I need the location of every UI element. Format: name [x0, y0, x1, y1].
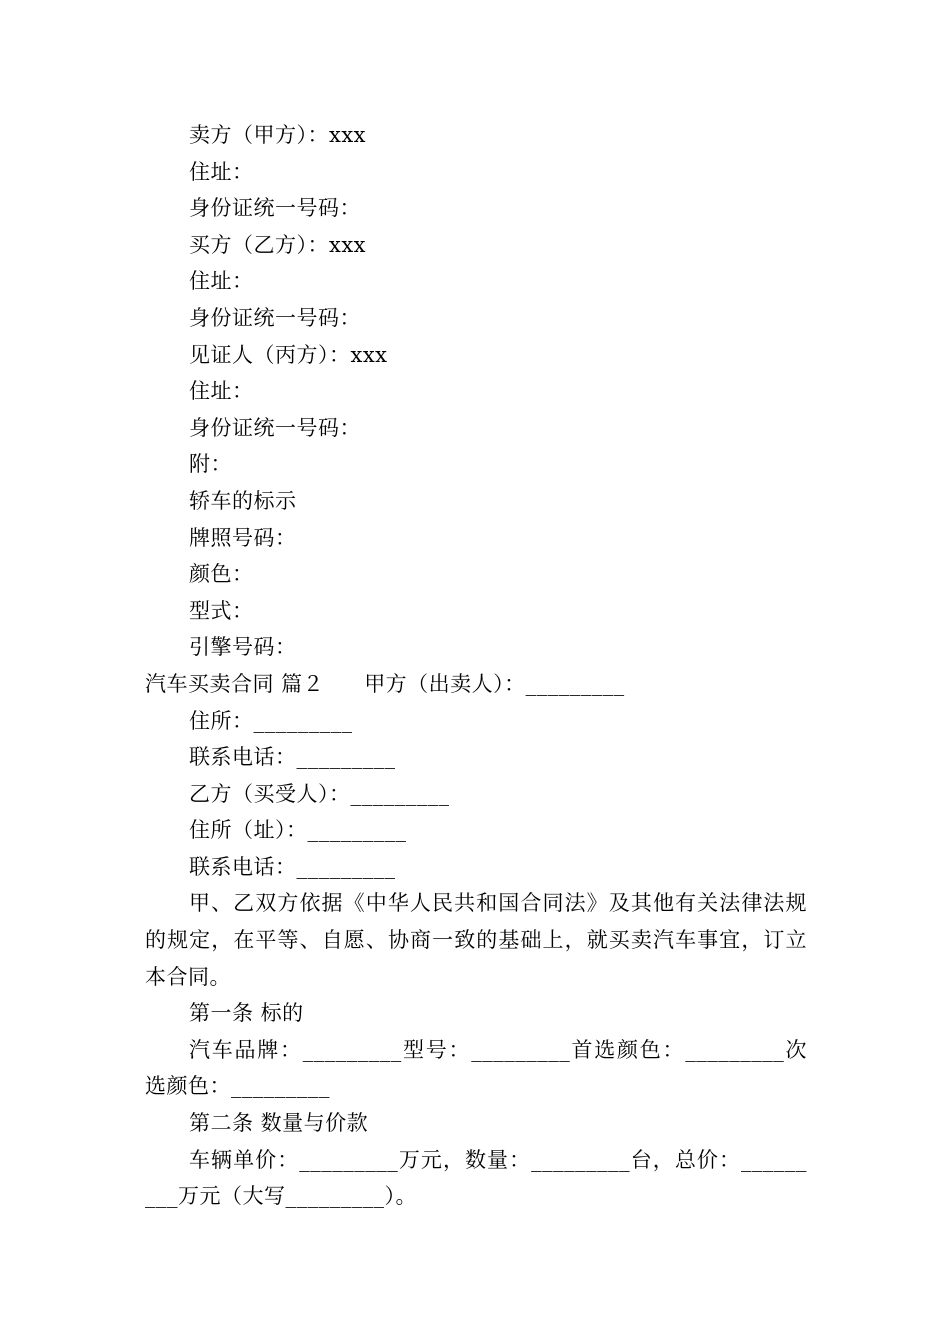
color-line: 颜色：	[189, 562, 254, 587]
intro-paragraph: 甲、乙双方依据《中华人民共和国合同法》及其他有关法律法规的规定，在平等、自愿、协商一致的基础上，就买卖汽车事宜，订立本合同。	[145, 891, 807, 989]
car-identification-line: 轿车的标示	[189, 488, 297, 513]
plate-number-line: 牌照号码：	[189, 525, 297, 550]
contract-content	[145, 117, 807, 1215]
attachment-line: 附：	[189, 452, 232, 477]
witness-id-line: 身份证统一号码：	[189, 415, 361, 440]
witness-line: 见证人（丙方）：xxx	[189, 342, 388, 367]
article-2-body: 车辆单价：_________万元，数量：_________台，总价：_________万元（大写_________）。	[145, 1147, 807, 1209]
engine-number-line: 引擎号码：	[189, 635, 297, 660]
article-2-title: 第二条 数量与价款	[189, 1111, 369, 1136]
party-b-line: 乙方（买受人）：_________	[189, 781, 450, 806]
seller-address-line: 住址：	[189, 159, 254, 184]
seller-id-line: 身份证统一号码：	[189, 196, 361, 221]
witness-address-line: 住址：	[189, 379, 254, 404]
party-b-phone-line: 联系电话：_________	[189, 854, 396, 879]
buyer-id-line: 身份证统一号码：	[189, 305, 361, 330]
section-heading-line	[145, 666, 807, 703]
buyer-address-line: 住址：	[189, 269, 254, 294]
party-a-line: 甲方（出卖人）：_________	[364, 671, 625, 696]
party-a-address-line: 住所：_________	[189, 708, 353, 733]
article-1-body: 汽车品牌：_________型号：_________首选颜色：_________次选颜色：_________	[145, 1037, 807, 1099]
party-a-phone-line: 联系电话：_________	[189, 745, 396, 770]
model-line: 型式：	[189, 598, 254, 623]
section-title: 汽车买卖合同 篇２	[145, 671, 325, 696]
article-1-title: 第一条 标的	[189, 1001, 304, 1026]
seller-line: 卖方（甲方）：xxx	[189, 123, 367, 147]
buyer-line: 买方（乙方）：xxx	[189, 232, 367, 257]
party-b-address-line: 住所（址）：_________	[189, 818, 407, 843]
